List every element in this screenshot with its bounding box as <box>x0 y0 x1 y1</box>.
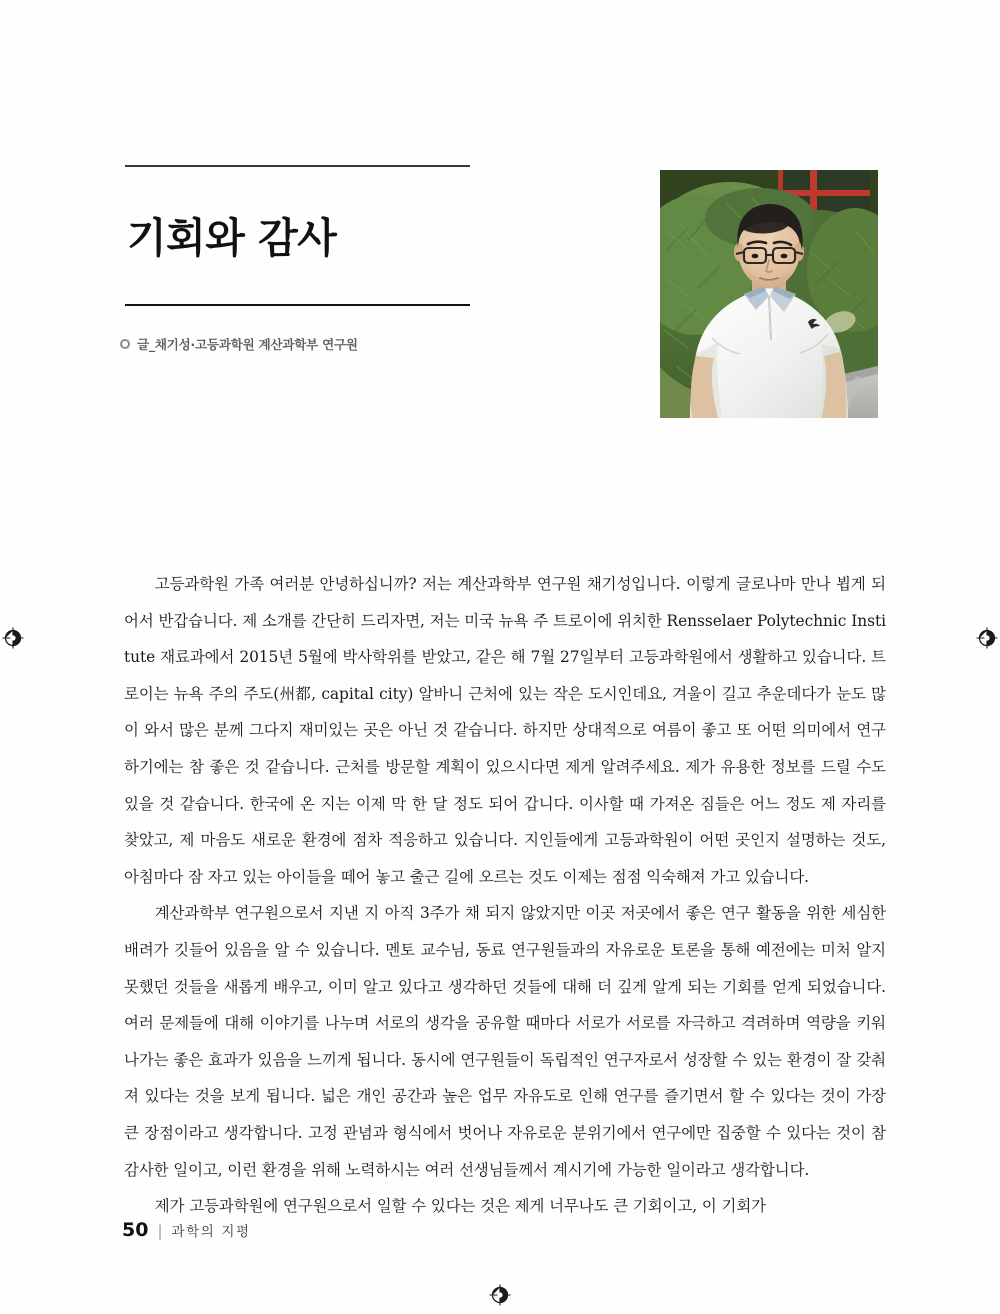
registration-target-icon <box>2 627 24 649</box>
ring-bullet-icon <box>120 339 130 349</box>
byline <box>120 335 358 353</box>
article-body <box>124 566 886 1225</box>
footer-separator: | <box>157 1222 163 1240</box>
title-rule-top <box>125 165 470 167</box>
body-paragraph: 고등과학원 가족 여러분 안녕하십니까? 저는 계산과학부 연구원 채기성입니다. 이렇게 글로나마 만나 뵙게 되어서 반갑습니다. 제 소개를 간단히 드리자면, 저는 미국 뉴욕 주 트로이에 위치한 Rensselaer Polytechnic Institute 재료과에서 2015년 5월에 박사학위를 받았고, 같은 해 7월 27일부터 고등과학원에서 생활하고 있습니다. 트로이는 뉴욕 주의 주도(州都, capital city) 알바니 근처에 있는 작은 도시인데요, 겨울이 길고 추운데다가 눈도 많이 와서 많은 분께 그다지 재미있는 곳은 아닌 것 같습니다. 하지만 상대적으로 여름이 좋고 또 어떤 의미에서 연구하기에는 참 좋은 것 같습니다. 근처를 방문할 계획이 있으시다면 제게 알려주세요. 제가 유용한 정보를 드릴 수도 있을 것 같습니다. 한국에 온 지는 이제 막 한 달 정도 되어 갑니다. 이사할 때 가져온 짐들은 어느 정도 제 자리를 찾았고, 제 마음도 새로운 환경에 점차 적응하고 있습니다. 지인들에게 고등과학원이 어떤 곳인지 설명하는 것도, 아침마다 잠 자고 있는 아이들을 떼어 놓고 출근 길에 오르는 것도 이제는 점점 익숙해져 가고 있습니다. <box>124 575 886 886</box>
registration-target-icon <box>489 1284 511 1306</box>
registration-target-icon <box>976 627 998 649</box>
page-footer <box>122 1219 251 1241</box>
publication-name: 과학의 지평 <box>171 1224 251 1240</box>
body-paragraph: 계산과학부 연구원으로서 지낸 지 아직 3주가 채 되지 않았지만 이곳 저곳에서 좋은 연구 활동을 위한 세심한 배려가 깃들어 있음을 알 수 있습니다. 멘토 교수님, 동료 연구원들과의 자유로운 토론을 통해 예전에는 미처 알지 못했던 것들을 새롭게 배우고, 이미 알고 있다고 생각하던 것들에 대해 더 깊게 알게 되는 기회를 얻게 되었습니다. 여러 문제들에 대해 이야기를 나누며 서로의 생각을 공유할 때마다 서로가 서로를 자극하고 격려하며 역량을 키워나가는 좋은 효과가 있음을 느끼게 됩니다. 동시에 연구원들이 독립적인 연구자로서 성장할 수 있는 환경이 잘 갖춰져 있다는 것을 보게 됩니다. 넓은 개인 공간과 높은 업무 자유도로 인해 연구를 즐기면서 할 수 있다는 것이 가장 큰 장점이라고 생각합니다. 고정 관념과 형식에서 벗어나 자유로운 분위기에서 연구에만 집중할 수 있다는 것이 참 감사한 일이고, 이런 환경을 위해 노력하시는 여러 선생님들께서 계시기에 가능한 일이라고 생각합니다. <box>124 904 886 1179</box>
article-title-block <box>125 165 470 306</box>
byline-text: 글_채기성·고등과학원 계산과학부 연구원 <box>137 337 358 352</box>
page-title: 기회와 감사 <box>127 214 337 262</box>
title-rule-bottom <box>125 304 470 306</box>
author-portrait-photo <box>660 170 878 418</box>
page-number: 50 <box>122 1219 149 1241</box>
body-paragraph: 제가 고등과학원에 연구원으로서 일할 수 있다는 것은 제게 너무나도 큰 기회이고, 이 기회가 <box>154 1197 766 1216</box>
